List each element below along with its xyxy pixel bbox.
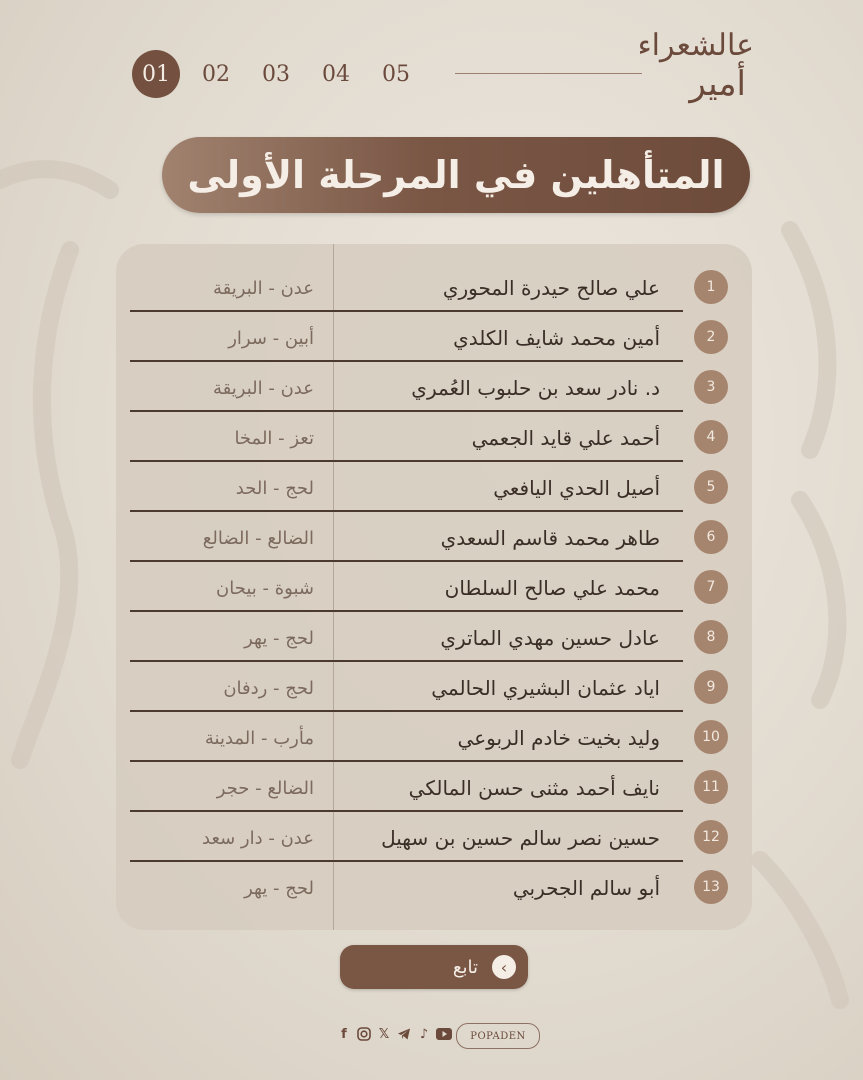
table-row: [128, 462, 748, 512]
contestant-region: لحج - يهر: [244, 878, 314, 899]
follow-button[interactable]: [340, 945, 528, 989]
contestant-region: أبين - سرار: [228, 328, 314, 349]
contestant-name: أحمد علي قايد الجعمي: [471, 426, 660, 450]
contestant-name: أمين محمد شايف الكلدي: [453, 326, 660, 350]
logo-line-2: أمير: [689, 64, 746, 104]
contestant-region: الضالع - الضالع: [202, 528, 314, 549]
row-number: 2: [694, 320, 728, 354]
table-row: [128, 512, 748, 562]
logo-line-1: عالشعراء: [637, 28, 754, 63]
page-title: المتأهلين في المرحلة الأولى: [187, 153, 725, 197]
contestant-region: تعز - المخا: [234, 428, 314, 449]
row-number: 3: [694, 370, 728, 404]
contestant-name: اياد عثمان البشيري الحالمي: [431, 676, 660, 700]
contestant-name: محمد علي صالح السلطان: [444, 576, 660, 600]
tiktok-icon[interactable]: ♪: [419, 1026, 429, 1042]
page-04-button[interactable]: 04: [322, 61, 350, 87]
facebook-icon[interactable]: f: [341, 1026, 347, 1042]
contestant-region: لحج - يهر: [244, 628, 314, 649]
contestant-name: نايف أحمد مثنى حسن المالكي: [408, 776, 660, 800]
contestant-region: الضالع - حجر: [216, 778, 314, 799]
table-row: [128, 362, 748, 412]
table-row: [128, 562, 748, 612]
page-02-button[interactable]: 02: [202, 61, 230, 87]
table-row: [128, 712, 748, 762]
header-divider: [455, 73, 642, 74]
youtube-icon[interactable]: [436, 1026, 452, 1042]
contestant-region: عدن - البريقة: [213, 278, 314, 299]
brand-label: POPADEN: [456, 1023, 540, 1049]
contestant-region: عدن - البريقة: [213, 378, 314, 399]
table-row: [128, 412, 748, 462]
row-number: 1: [694, 270, 728, 304]
row-number: 13: [694, 870, 728, 904]
follow-label: تابع: [452, 956, 478, 978]
instagram-icon[interactable]: [356, 1026, 372, 1042]
row-number: 11: [694, 770, 728, 804]
page-indicator: [132, 50, 420, 98]
contestant-name: حسين نصر سالم حسين بن سهيل: [381, 826, 660, 850]
logo: [637, 20, 760, 115]
contestant-name: د. نادر سعد بن حلبوب العُمري: [411, 376, 660, 400]
table-row: [128, 762, 748, 812]
contestant-region: عدن - دار سعد: [202, 828, 314, 849]
row-number: 5: [694, 470, 728, 504]
contestant-region: لحج - ردفان: [223, 678, 314, 699]
table-row: [128, 262, 748, 312]
contestant-name: أصيل الحدي اليافعي: [493, 476, 660, 500]
page-03-button[interactable]: 03: [262, 61, 290, 87]
contestant-name: طاهر محمد قاسم السعدي: [440, 526, 660, 550]
row-number: 8: [694, 620, 728, 654]
x-icon[interactable]: 𝕏: [378, 1026, 390, 1042]
contestant-name: وليد بخيت خادم الربوعي: [457, 726, 660, 750]
contestant-region: شبوة - بيحان: [216, 578, 314, 599]
contestant-region: مأرب - المدينة: [204, 728, 314, 749]
page-05-button[interactable]: 05: [382, 61, 410, 87]
row-number: 4: [694, 420, 728, 454]
table-rows: [128, 262, 748, 912]
table-row: [128, 612, 748, 662]
page-01-button[interactable]: 01: [132, 50, 180, 98]
telegram-icon[interactable]: [396, 1026, 412, 1042]
social-links: [336, 1026, 452, 1042]
table-row: [128, 812, 748, 862]
contestant-region: لحج - الحد: [235, 478, 314, 499]
row-number: 9: [694, 670, 728, 704]
row-number: 6: [694, 520, 728, 554]
contestant-name: عادل حسين مهدي الماتري: [440, 626, 660, 650]
chevron-left-icon: ‹: [492, 955, 516, 979]
table-row: [128, 862, 748, 912]
row-number: 10: [694, 720, 728, 754]
table-row: [128, 662, 748, 712]
contestant-name: علي صالح حيدرة المحوري: [442, 276, 660, 300]
row-number: 7: [694, 570, 728, 604]
contestant-name: أبو سالم الجحربي: [512, 876, 660, 900]
table-row: [128, 312, 748, 362]
title-banner: [162, 137, 750, 213]
row-number: 12: [694, 820, 728, 854]
